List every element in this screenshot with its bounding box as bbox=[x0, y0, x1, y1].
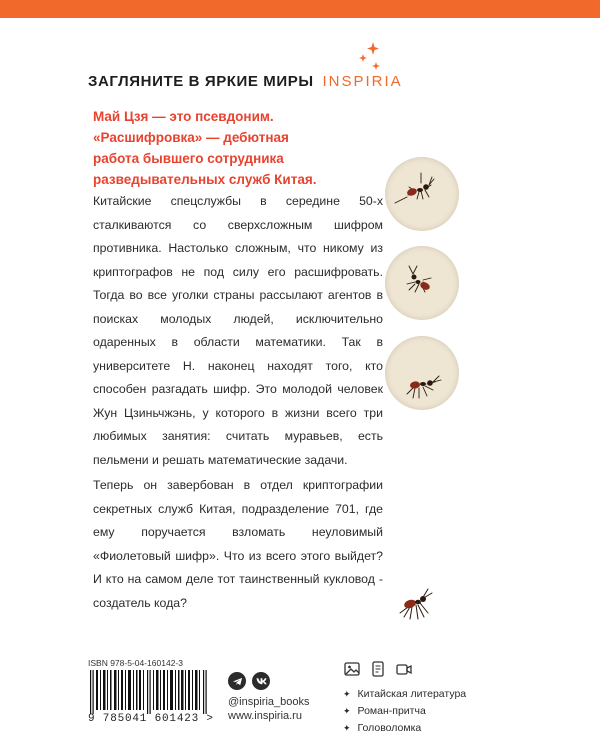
telegram-icon[interactable] bbox=[228, 672, 246, 690]
genre-item bbox=[343, 720, 466, 737]
genre-label: Китайская литература bbox=[357, 688, 467, 700]
ant-illustration-circle bbox=[385, 246, 459, 320]
paragraph-1: Китайские спецслужбы в середине 50-х сталкиваются со сверхсложным шифром противника. Настолько сложным, что никому из криптографов не под силу его расшифровать. Тогда во все уголки страны рассылают агентов в поисках молодых людей, исключительно одаренных в области математики. Так в университете Н. наконец находят того, кто способен разгадать шифр. Это молодой человек Жун Цзиньчжэнь, у которого в жизни всего три любимых занятия: считать муравьев, есть пельмени и решать математические задачи. bbox=[93, 194, 383, 467]
barcode bbox=[88, 670, 214, 714]
ant-illustration-circle bbox=[385, 157, 459, 231]
sparkles-icon bbox=[355, 40, 385, 74]
ant-icon bbox=[385, 246, 459, 320]
brand-name: INSPIRIA bbox=[322, 73, 403, 90]
barcode-number: 9 785041 601423 > bbox=[88, 713, 214, 725]
genre-list bbox=[343, 686, 466, 737]
star-bullet-icon: ✦ bbox=[343, 723, 351, 733]
website-link[interactable]: www.inspiria.ru bbox=[228, 710, 302, 722]
genre-item bbox=[343, 686, 466, 703]
ant-illustration-circle bbox=[385, 336, 459, 410]
ebook-icon bbox=[369, 660, 387, 678]
genre-label: Роман-притча bbox=[357, 705, 426, 717]
star-bullet-icon: ✦ bbox=[343, 706, 351, 716]
genre-label: Головоломка bbox=[357, 722, 422, 734]
ant-icon bbox=[392, 585, 440, 625]
isbn-text: ISBN 978-5-04-160142-3 bbox=[88, 658, 183, 668]
lead-line: работа бывшего сотрудника bbox=[93, 151, 284, 166]
genre-item bbox=[343, 703, 466, 720]
series-header bbox=[88, 73, 403, 90]
image-icon bbox=[343, 660, 361, 678]
video-icon bbox=[395, 660, 413, 678]
lead-line: разведывательных служб Китая. bbox=[93, 172, 317, 187]
header-title: ЗАГЛЯНИТЕ В ЯРКИЕ МИРЫ bbox=[88, 73, 314, 90]
lead-line: Май Цзя — это псевдоним. bbox=[93, 109, 274, 124]
star-bullet-icon: ✦ bbox=[343, 689, 351, 699]
social-handle[interactable]: @inspiria_books bbox=[228, 696, 310, 708]
lead-line: «Расшифровка» — дебютная bbox=[93, 130, 289, 145]
ant-icon bbox=[385, 336, 459, 410]
format-icons bbox=[343, 660, 413, 678]
social-icons bbox=[228, 672, 270, 690]
ant-icon bbox=[385, 157, 459, 231]
paragraph-2: Теперь он завербован в отдел криптографии секретных служб Китая, подразделение 701, где ему поручается взломать неуловимый «Фиолетовый шифр». Что из всего этого выйдет? И кто на самом деле тот таинственный кукловод - создатель кода? bbox=[93, 478, 383, 610]
top-orange-bar bbox=[0, 0, 600, 18]
vk-icon[interactable] bbox=[252, 672, 270, 690]
